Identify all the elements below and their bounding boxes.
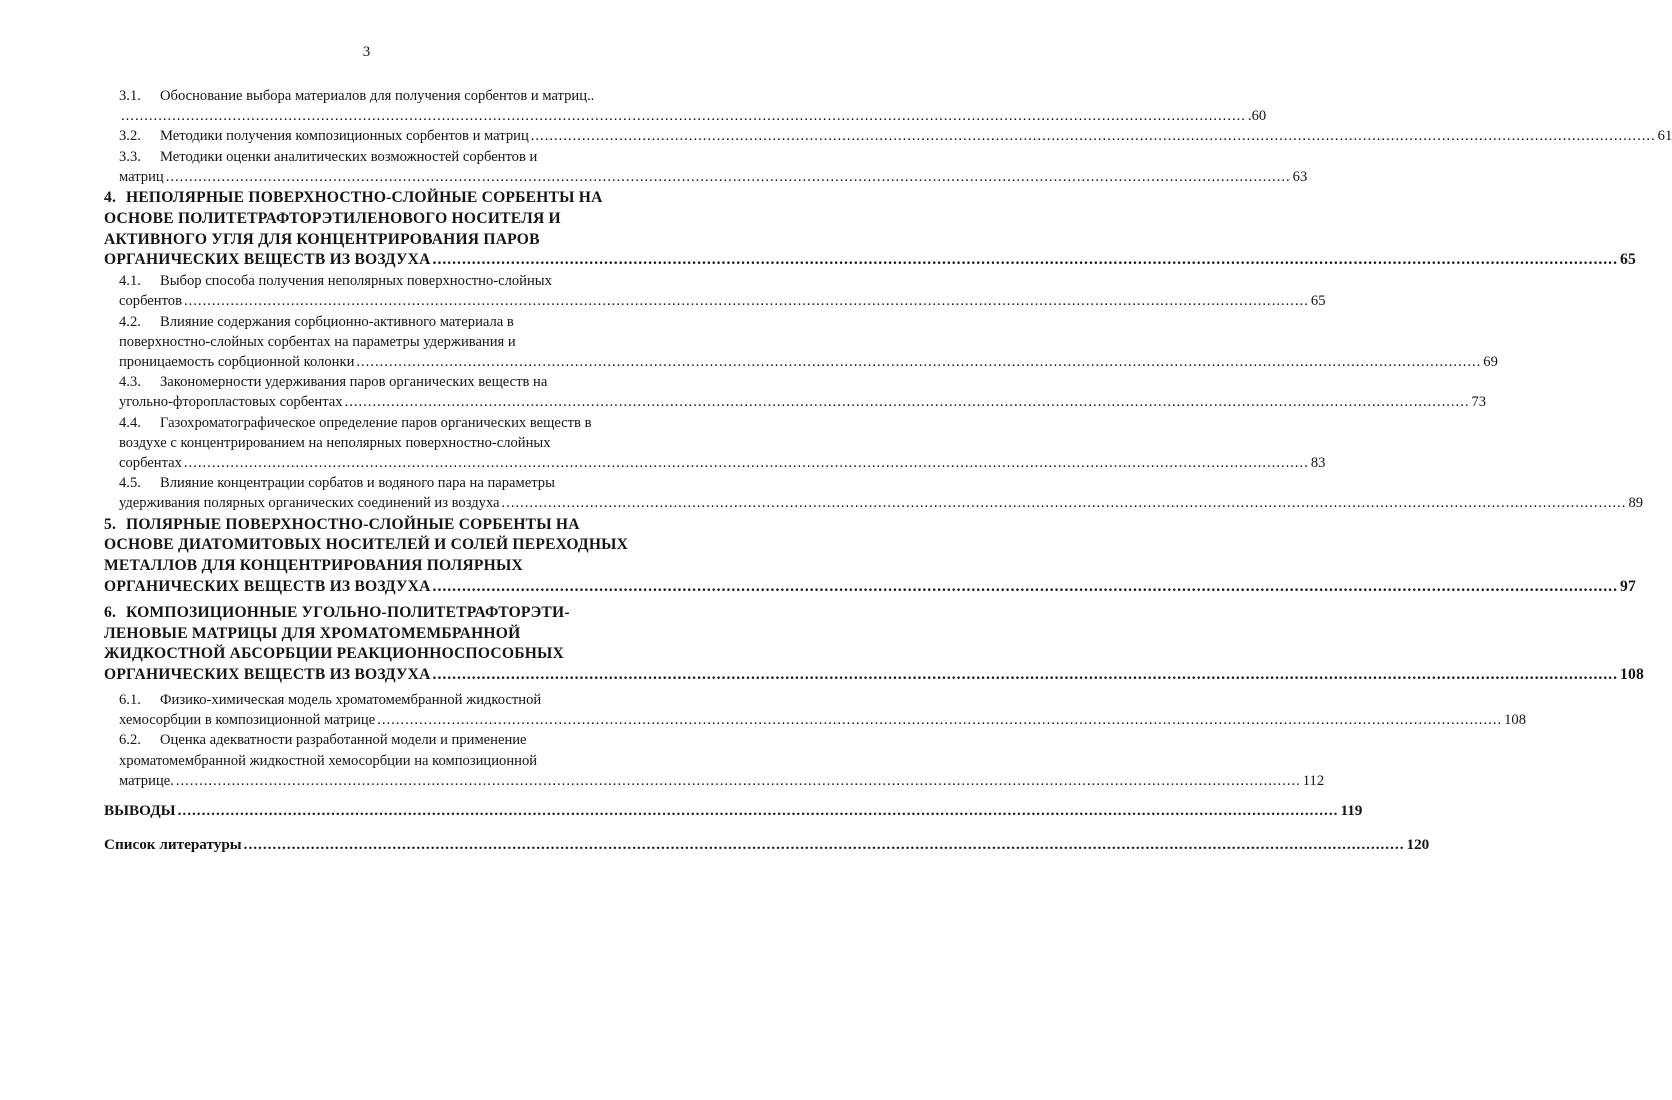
toc-entry-page: 83 — [1310, 455, 1326, 472]
toc-entry-page: 73 — [1471, 394, 1487, 411]
toc-entry-4-3[interactable] — [104, 372, 1487, 412]
toc-entry-title-end: сорбентов — [119, 293, 182, 310]
toc-entry-number: 4.3. — [119, 374, 141, 391]
toc-chapter-title-line: АКТИВНОГО УГЛЯ ДЛЯ КОНЦЕНТРИРОВАНИЯ ПАРОВ — [104, 230, 540, 248]
toc-entry-number: 3.3. — [119, 148, 141, 165]
toc-chapter-title-end: ОРГАНИЧЕСКИХ ВЕЩЕСТВ ИЗ ВОЗДУХА — [104, 251, 431, 269]
toc-entry-6-2[interactable] — [104, 730, 1325, 791]
toc-references-title: Список литературы — [104, 836, 242, 854]
toc-references-page: 120 — [1406, 836, 1430, 854]
toc-entry-title-end: угольно-фторопластовых сорбентах — [119, 394, 343, 411]
toc-entry-3-1[interactable] — [104, 86, 1267, 126]
toc-entry-number: 4.5. — [119, 475, 141, 492]
dot-leader: .................................................................................................................................................................................................................................................. — [121, 108, 1246, 125]
toc-chapter-title: ПОЛЯРНЫЕ ПОВЕРХНОСТНО-СЛОЙНЫЕ СОРБЕНТЫ НА — [126, 515, 580, 533]
dot-leader: .................................................................................................................................................................................................................................................. — [377, 712, 1503, 729]
toc-entry-3-2[interactable] — [104, 126, 1672, 146]
toc-entry-title: Выбор способа получения неполярных поверхностно-слойных — [160, 273, 552, 290]
toc-chapter-5[interactable] — [104, 515, 1636, 598]
toc-entry-title: Оценка адекватности разработанной модели и применение — [160, 732, 527, 749]
toc-entry-page: 61 — [1657, 128, 1672, 145]
toc-entry-number: 3.1. — [119, 88, 141, 104]
toc-entry-3-3[interactable] — [104, 147, 1308, 187]
toc-entry-number: 4.4. — [119, 414, 141, 431]
toc-entry-title-end: сорбентах — [119, 455, 182, 472]
page-number: 3 — [362, 44, 371, 60]
toc-entry-title: Методики оценки аналитических возможностей сорбентов и — [160, 148, 538, 165]
dot-leader: .................................................................................................................................................................................................................................................. — [530, 128, 1656, 145]
toc-entry-page: 63 — [1292, 168, 1308, 185]
dot-leader: .................................................................................................................................................................................................................................................. — [183, 455, 1309, 472]
toc-entry-title: Влияние содержания сорбционно-активного материала в — [160, 313, 514, 330]
toc-chapter-number: 5. — [104, 515, 117, 533]
dot-leader: .................................................................................................................................................................................................................................................. — [177, 802, 1339, 820]
toc-chapter-title-end: ОРГАНИЧЕСКИХ ВЕЩЕСТВ ИЗ ВОЗДУХА — [104, 666, 431, 684]
table-of-contents — [104, 86, 1672, 855]
toc-chapter-page: 97 — [1619, 578, 1636, 596]
toc-entry-6-1[interactable] — [104, 690, 1526, 730]
toc-entry-4-2[interactable] — [104, 312, 1498, 373]
toc-entry-page: 65 — [1310, 293, 1326, 310]
toc-entry-title: Методики получения композиционных сорбентов и матриц — [160, 128, 529, 145]
toc-entry-page: .60 — [1247, 108, 1267, 125]
toc-chapter-4[interactable] — [104, 188, 1636, 271]
dot-leader: .................................................................................................................................................................................................................................................. — [183, 293, 1309, 310]
toc-entry-title-line: воздухе с концентрированием на неполярных поверхностно-слойных — [119, 434, 551, 451]
toc-entry-number: 4.1. — [119, 273, 141, 290]
toc-entry-page: 108 — [1504, 712, 1526, 729]
toc-chapter-title: КОМПОЗИЦИОННЫЕ УГОЛЬНО-ПОЛИТЕТРАФТОРЭТИ- — [126, 603, 570, 621]
toc-entry-page: 112 — [1302, 772, 1325, 789]
toc-entry-title: Влияние концентрации сорбатов и водяного пара на параметры — [160, 475, 555, 492]
dot-leader: .................................................................................................................................................................................................................................................. — [432, 578, 1618, 596]
toc-chapter-title-line: ЛЕНОВЫЕ МАТРИЦЫ ДЛЯ ХРОМАТОМЕМБРАННОЙ — [104, 624, 521, 642]
toc-entry-title: Закономерности удерживания паров органических веществ на — [160, 374, 548, 391]
toc-chapter-page: 108 — [1619, 666, 1644, 684]
toc-entry-page: 89 — [1628, 495, 1644, 512]
toc-references[interactable] — [104, 835, 1430, 855]
dot-leader: .................................................................................................................................................................................................................................................. — [165, 168, 1291, 185]
toc-entry-title-line: хроматомембранной жидкостной хемосорбции на композиционной — [119, 752, 538, 769]
toc-chapter-title-line: ОСНОВЕ ДИАТОМИТОВЫХ НОСИТЕЛЕЙ И СОЛЕЙ ПЕРЕХОДНЫХ — [104, 536, 629, 554]
toc-conclusions-title: ВЫВОДЫ — [104, 802, 176, 820]
toc-chapter-title-line: ЖИДКОСТНОЙ АБСОРБЦИИ РЕАКЦИОННОСПОСОБНЫХ — [104, 645, 565, 663]
toc-entry-title: Обоснование выбора материалов для получения сорбентов и матриц.. — [160, 88, 595, 104]
toc-entry-title-end: проницаемость сорбционной колонки — [119, 354, 355, 371]
toc-entry-title-end: удерживания полярных органических соединений из воздуха — [119, 495, 500, 512]
dot-leader: .................................................................................................................................................................................................................................................. — [432, 666, 1618, 684]
dot-leader: .................................................................................................................................................................................................................................................. — [501, 495, 1627, 512]
dot-leader: .................................................................................................................................................................................................................................................. — [356, 354, 1482, 371]
toc-entry-number: 6.2. — [119, 732, 141, 749]
toc-entry-title: Физико-химическая модель хроматомембранной жидкостной — [160, 692, 542, 709]
toc-chapter-number: 4. — [104, 189, 117, 207]
toc-entry-title-end: матриц — [119, 168, 164, 185]
toc-entry-title-end: матрице. — [119, 772, 174, 789]
toc-chapter-page: 65 — [1619, 251, 1636, 269]
toc-conclusions-page: 119 — [1340, 802, 1363, 820]
toc-entry-title-line: поверхностно-слойных сорбентах на параметры удерживания и — [119, 333, 516, 350]
toc-chapter-6[interactable] — [104, 603, 1644, 686]
toc-entry-number: 6.1. — [119, 692, 141, 709]
dot-leader: .................................................................................................................................................................................................................................................. — [432, 251, 1618, 269]
toc-entry-page: 69 — [1483, 354, 1498, 371]
toc-entry-title-end: хемосорбции в композиционной матрице — [119, 712, 376, 729]
toc-conclusions[interactable] — [104, 801, 1363, 821]
toc-chapter-title-line: ОСНОВЕ ПОЛИТЕТРАФТОРЭТИЛЕНОВОГО НОСИТЕЛЯ И — [104, 209, 561, 227]
toc-chapter-title-line: МЕТАЛЛОВ ДЛЯ КОНЦЕНТРИРОВАНИЯ ПОЛЯРНЫХ — [104, 557, 523, 575]
toc-entry-number: 4.2. — [119, 313, 141, 330]
toc-entry-4-1[interactable] — [104, 271, 1326, 311]
toc-entry-title: Газохроматографическое определение паров органических веществ в — [160, 414, 592, 431]
dot-leader: .................................................................................................................................................................................................................................................. — [243, 836, 1405, 854]
toc-entry-4-5[interactable] — [104, 473, 1644, 513]
toc-entry-number: 3.2. — [119, 128, 141, 145]
toc-chapter-title-end: ОРГАНИЧЕСКИХ ВЕЩЕСТВ ИЗ ВОЗДУХА — [104, 578, 431, 596]
dot-leader: .................................................................................................................................................................................................................................................. — [344, 394, 1470, 411]
toc-chapter-title: НЕПОЛЯРНЫЕ ПОВЕРХНОСТНО-СЛОЙНЫЕ СОРБЕНТЫ НА — [126, 189, 603, 207]
toc-entry-4-4[interactable] — [104, 413, 1326, 474]
toc-chapter-number: 6. — [104, 603, 117, 621]
dot-leader: .................................................................................................................................................................................................................................................. — [175, 772, 1301, 789]
